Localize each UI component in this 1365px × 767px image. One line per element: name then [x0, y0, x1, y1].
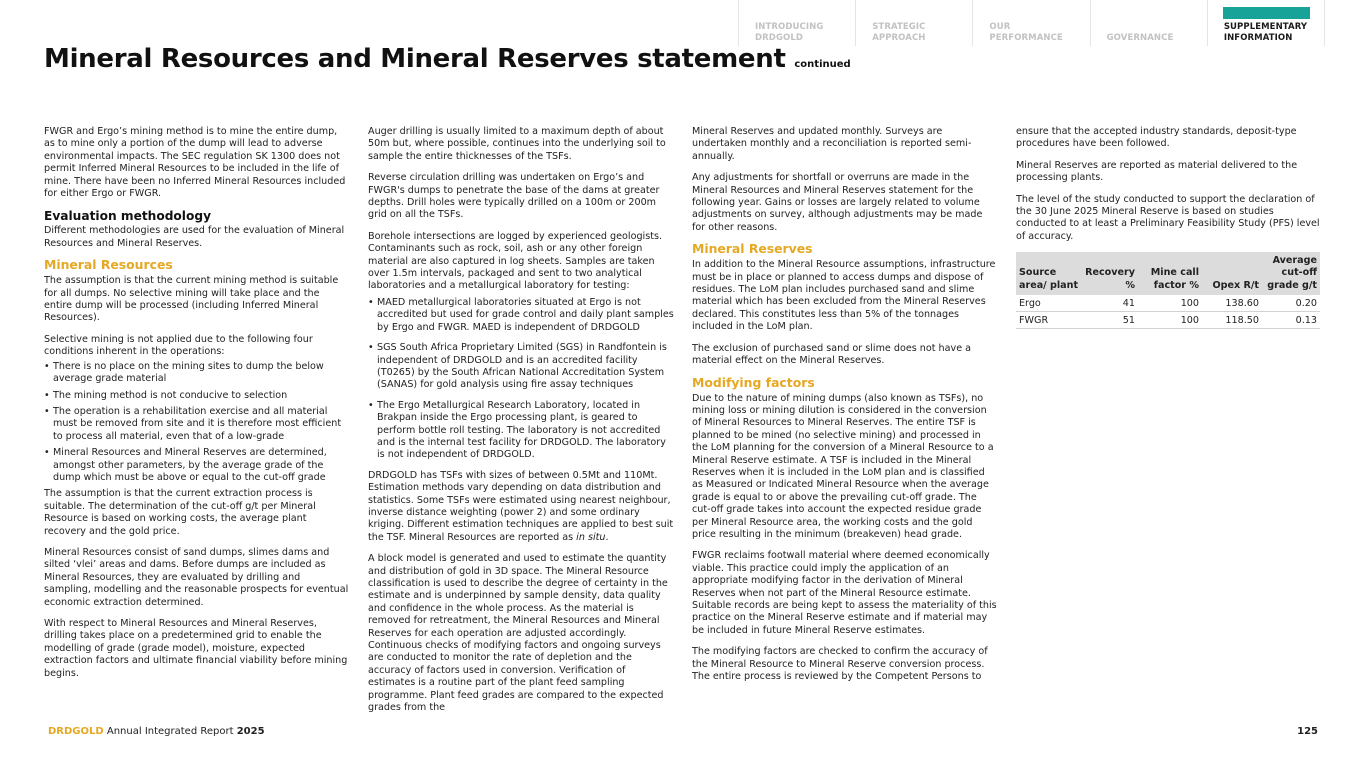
paragraph-end: .	[605, 531, 609, 543]
table-cell: 100	[1138, 295, 1202, 312]
paragraph	[368, 470, 674, 544]
list-item: • There is no place on the mining sites to dump the below average grade material	[44, 361, 350, 386]
paragraph: Due to the nature of mining dumps (also known as TSFs), no mining loss or mining dilution is considered in the conversion of Mineral Resources to Mineral Reserves. The entire TSF is planned to be mined (no selective mining) and processed in the LoM planning for the conversion of a Mineral Resource to a Mineral Reserve estimate. A TSF is included in the Mineral Reserves when it is included in the LoM plan and is classified as Measured or Indicated Mineral Resource when the average grade is equal to or above the prevailing cut-off grade. The cut-off grade takes into account the expected residue grade per Mineral Resource area, the working costs and the gold price resulting in the minimum (breakeven) head grade.	[692, 392, 994, 540]
table-cell: 41	[1082, 295, 1138, 312]
nav-tab-label: APPROACH	[872, 33, 926, 43]
reserves-parameters-table	[1016, 252, 1320, 329]
table-header-cell: Opex R/t	[1202, 252, 1262, 295]
paragraph: Reverse circulation drilling was undertaken on Ergo’s and FWGR's dumps to penetrate the base of the dams at greater depths. Drill holes were typically drilled on a 100m or 200m grid on all the TSFs.	[368, 172, 660, 221]
table-cell: 118.50	[1202, 311, 1262, 328]
footer-brand: DRDGOLD	[48, 726, 104, 737]
list-item: • MAED metallurgical laboratories situated at Ergo is not accredited but used for grade control and daily plant samples by Ergo and FWGR. MAED is independent of DRDGOLD	[368, 297, 674, 334]
paragraph: In addition to the Mineral Resource assumptions, infrastructure must be in place or planned to access dumps and dispose of residues. The LoM plan includes purchased sand and slime material which has been excluded from the Mineral Reserves declared. This constitutes less than 5% of the tonnages included in the LoM plan.	[692, 259, 996, 333]
paragraph: A block model is generated and used to estimate the quantity and distribution of gold in 3D space. The Mineral Resource classification is used to describe the degree of certainty in the estimate and is underpinned by sample density, data quality and confidence in the whole process. As the material is removed for retreatment, the Mineral Resources and Mineral Reserves for each operation are adjusted accordingly. Continuous checks of modifying factors and ongoing surveys are conducted to monitor the rate of depletion and the accuracy of factors used in conversion. Verification of estimates is a routine part of the plant feed sampling programme. Plant feed grades are compared to the expected grades from the	[368, 553, 668, 714]
paragraph: Mineral Reserves are reported as material delivered to the processing plants.	[1016, 159, 1298, 184]
table-cell: FWGR	[1016, 311, 1082, 328]
paragraph: ensure that the accepted industry standards, deposit-type procedures have been followed.	[1016, 126, 1297, 150]
paragraph: The assumption is that the current mining method is suitable for all dumps. No selective mining will take place and the entire dump will be processed (including Inferred Mineral Resources).	[44, 275, 339, 324]
table-cell: 0.20	[1262, 295, 1320, 312]
bullet-list	[44, 361, 350, 485]
paragraph: Mineral Reserves and updated monthly. Surveys are undertaken monthly and a reconciliation is reported semi-annually.	[692, 126, 972, 162]
paragraph: Any adjustments for shortfall or overruns are made in the Mineral Resources and Mineral Reserves statement for the following year. Gains or losses are largely related to volume adjustments on survey, although adjustments may be made for other reasons.	[692, 172, 983, 233]
text-column-4	[1016, 126, 1320, 329]
table-cell: 0.13	[1262, 311, 1320, 328]
nav-tab-label: GOVERNANCE	[1106, 33, 1174, 43]
nav-tab-label: DRDGOLD	[755, 33, 804, 43]
paragraph: FWGR reclaims footwall material where deemed economically viable. This practice could imply the application of an appropriate modifying factor in the derivation of Mineral Reserves when not part of the Mineral Resource estimate. Suitable records are being kept to assess the materiality of this practice on the Mineral Reserve estimate and if material may be included in future Mineral Reserve estimates.	[692, 550, 997, 636]
table-cell: 138.60	[1202, 295, 1262, 312]
nav-tab-label: PERFORMANCE	[989, 33, 1063, 43]
list-item: • The mining method is not conducive to selection	[44, 390, 350, 402]
table-row	[1016, 295, 1320, 312]
paragraph: Auger drilling is usually limited to a maximum depth of about 50m but, where possible, continues into the underlying soil to sample the entire thicknesses of the TSFs.	[368, 126, 666, 162]
page-title-text: Mineral Resources and Mineral Reserves statement	[44, 44, 786, 74]
nav-tab-strategic[interactable]	[855, 0, 972, 46]
nav-tab-governance[interactable]	[1090, 0, 1207, 46]
text-column-1	[44, 126, 350, 689]
nav-tab-label: OUR	[989, 22, 1011, 32]
subsection-heading-modifying-factors: Modifying factors	[692, 374, 815, 390]
paragraph: Selective mining is not applied due to the following four conditions inherent in the operations:	[44, 333, 313, 358]
bullet-list	[368, 297, 674, 462]
nav-tab-supplementary[interactable]	[1207, 0, 1325, 46]
paragraph: The level of the study conducted to support the declaration of the 30 June 2025 Mineral Reserve is based on studies conducted to at least a Preliminary Feasibility Study (PFS) level of accuracy.	[1016, 193, 1320, 242]
paragraph: Different methodologies are used for the evaluation of Mineral Resources and Mineral Reserves.	[44, 225, 345, 249]
footer	[48, 726, 265, 737]
nav-tab-introducing[interactable]	[738, 0, 855, 46]
paragraph: Mineral Resources consist of sand dumps, slimes dams and silted ‘vlei’ areas and dams. Before dumps are included as Mineral Resources, they are evaluated by drilling and sampling, modelling and the reasonable prospects for eventual economic extraction determined.	[44, 546, 349, 608]
footer-report-title: Annual Integrated Report	[106, 726, 234, 737]
list-item: • The operation is a rehabilitation exercise and all material must be removed from site and it is therefore most efficient to process all material, even that of a low-grade	[44, 406, 350, 443]
footer-year: 2025	[236, 726, 265, 737]
nav-tab-label: INFORMATION	[1223, 33, 1293, 43]
table-header-cell: Recovery %	[1082, 252, 1138, 295]
list-item: • The Ergo Metallurgical Research Laboratory, located in Brakpan inside the Ergo processing plant, is geared to perform bottle roll testing. The laboratory is not accredited and is the internal test facility for DRDGOLD. The laboratory is not independent of DRDGOLD.	[368, 400, 674, 462]
list-item: • SGS South Africa Proprietary Limited (SGS) in Randfontein is independent of DRDGOLD and is an accredited facility (T0265) by the South African National Accreditation System (SANAS) for gold analysis using fire assay techniques	[368, 342, 674, 392]
subsection-heading-mineral-reserves: Mineral Reserves	[692, 241, 813, 257]
paragraph: The assumption is that the current extraction process is suitable. The determination of the cut-off g/t per Mineral Resource is based on working costs, the average plant recovery and the gold price.	[44, 488, 316, 537]
list-item: • Mineral Resources and Mineral Reserves are determined, amongst other parameters, by the average grade of the dump which must be above or equal to the cut-off grade	[44, 447, 350, 484]
table-header-row	[1016, 252, 1320, 295]
section-heading-evaluation: Evaluation methodology	[44, 209, 212, 224]
table-cell: Ergo	[1016, 295, 1082, 312]
paragraph: With respect to Mineral Resources and Mineral Reserves, drilling takes place on a predetermined grid to enable the modelling of grade (grade model), moisture, expected extraction factors and ultimate financial viability before mining begins.	[44, 618, 348, 679]
table-cell: 51	[1082, 311, 1138, 328]
page-number: 125	[1297, 726, 1318, 737]
subsection-heading-mineral-resources: Mineral Resources	[44, 257, 173, 273]
top-navigation	[738, 0, 1325, 46]
paragraph: The exclusion of purchased sand or slime does not have a material effect on the Mineral Reserves.	[692, 342, 972, 367]
nav-tab-performance[interactable]	[972, 0, 1089, 46]
paragraph-text: DRDGOLD has TSFs with sizes of between 0.5Mt and 110Mt. Estimation methods vary depending on data distribution and statistics. Some TSFs were estimated using nearest neighbour, inverse distance weighting (power 2) and some ordinary kriging. Different estimation techniques are applied to best suit the TSF. Mineral Resources are reported as	[368, 469, 674, 543]
table-header-cell: Mine call factor %	[1138, 252, 1202, 295]
table-header-cell: Average cut-off grade g/t	[1262, 252, 1320, 295]
page-title	[44, 44, 851, 74]
text-column-2	[368, 126, 674, 723]
text-column-3	[692, 126, 998, 692]
nav-tab-label: STRATEGIC	[872, 22, 926, 32]
table-header-cell: Source area/ plant	[1016, 252, 1082, 295]
nav-tab-label: SUPPLEMENTARY	[1223, 22, 1308, 32]
nav-tab-label: INTRODUCING	[755, 22, 824, 32]
page-title-suffix: continued	[794, 59, 851, 70]
paragraph: FWGR and Ergo’s mining method is to mine the entire dump, as to mine only a portion of the dump will lead to adverse environmental impacts. The SEC regulation SK 1300 does not permit Inferred Mineral Resources to be included in the life of mine. There have been no Inferred Mineral Resources included for either Ergo or FWGR.	[44, 126, 346, 200]
paragraph: The modifying factors are checked to confirm the accuracy of the Mineral Resource to Mineral Reserve conversion process. The entire process is reviewed by the Competent Persons to	[692, 646, 988, 683]
table-cell: 100	[1138, 311, 1202, 328]
paragraph: Borehole intersections are logged by experienced geologists. Contaminants such as rock, soil, ash or any other foreign material are also captured in log sheets. Samples are taken over 1.5m intervals, packaged and sent to two analytical laboratories and a metallurgical laboratory for testing:	[368, 230, 663, 292]
table-row	[1016, 311, 1320, 328]
italic-term: in situ	[576, 531, 606, 543]
